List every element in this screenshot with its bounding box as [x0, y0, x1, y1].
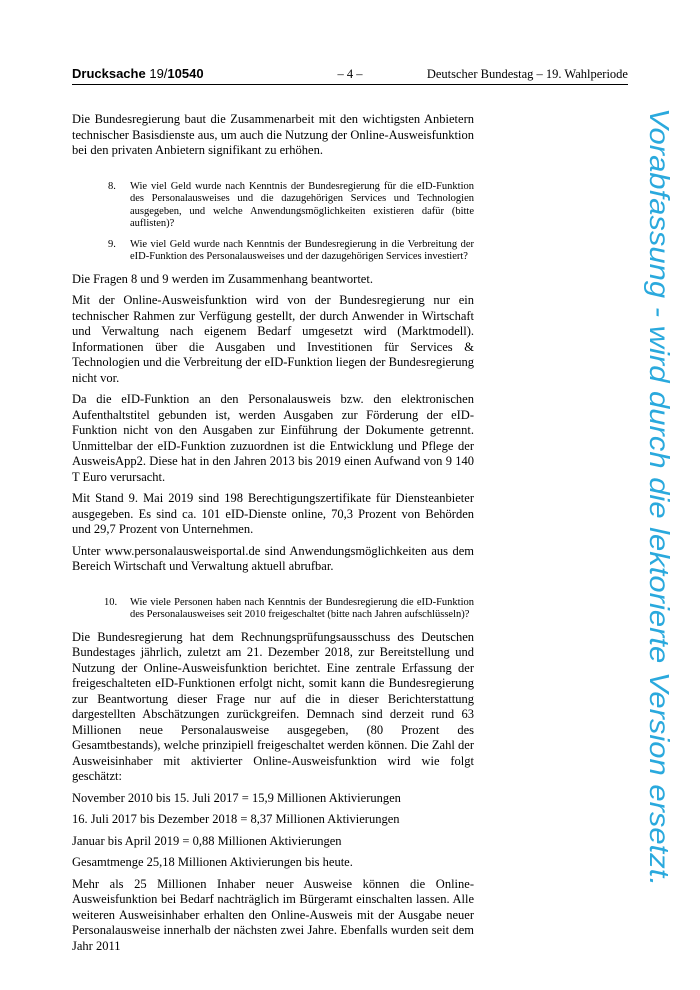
- drucksache-number-prefix: 19/: [149, 66, 168, 81]
- intro-paragraph: Die Bundesregierung baut die Zusammenarbeit mit den wichtigsten Anbietern technischer Basisdienste aus, um auch die Nutzung der Online-Ausweisfunktion bei den privaten Anbietern signifikant zu erhöhen.: [72, 112, 474, 157]
- answer-paragraph: Mit Stand 9. Mai 2019 sind 198 Berechtigungszertifikate für Diensteanbieter ausgegeben. Es sind ca. 101 eID-Dienste online, 70,3 Prozent von Behörden und 29,7 Prozent von Unternehmen.: [72, 491, 474, 536]
- spacer: [72, 581, 474, 597]
- drucksache-label: Drucksache: [72, 66, 146, 81]
- watermark-text: Vorabfassung - wird durch die lektorierte Version ersetzt.: [644, 108, 675, 811]
- question-9: [72, 239, 474, 264]
- header-rule: [72, 84, 628, 85]
- question-text: Wie viel Geld wurde nach Kenntnis der Bundesregierung für die eID-Funktion des Personalausweises und die dazugehörigen Services und Technologien ausgegeben, und welche Anwendungsmöglichkeiten existieren dafür (bitte auflisten)?: [130, 180, 474, 229]
- question-10: [72, 597, 474, 622]
- statistic-line: 16. Juli 2017 bis Dezember 2018 = 8,37 Millionen Aktivierungen: [72, 812, 400, 826]
- publisher: Deutscher Bundestag – 19. Wahlperiode: [426, 67, 628, 81]
- draft-watermark: [640, 108, 680, 888]
- page-number: – 4 –: [337, 67, 363, 81]
- question-number: 8.: [108, 180, 116, 192]
- question-text: Wie viele Personen haben nach Kenntnis der Bundesregierung die eID-Funktion des Personalausweises seit 2010 freigeschaltet (bitte nach Jahren aufschlüsseln)?: [130, 596, 474, 620]
- answer-paragraph: Die Bundesregierung hat dem Rechnungsprüfungsausschuss des Deutschen Bundestages jährlich, zuletzt am 21. Dezember 2018, zur Bereitstellung und Nutzung der Online-Ausweisfunktion berichtet. Eine zentrale Erfassung der freigeschalteten eID-Funktionen erfolgt nicht, somit kann die Bundesregierung zur Beantwortung dieser Frage nur auf die in dieser Berichterstattung dargestellten Abschätzungen zurückgreifen. Demnach sind derzeit rund 63 Millionen neue Personalausweise ausgegeben, (80 Prozent des Gesamtbestands), welche prinzipiell freigeschaltet werden können. Die Zahl der Ausweisinhaber mit aktivierter Online-Ausweisfunktion wird wie folgt geschätzt:: [72, 629, 474, 783]
- answer-paragraph: Mit der Online-Ausweisfunktion wird von der Bundesregierung nur ein technischer Rahmen zur Verfügung gestellt, der durch Anwender in Wirtschaft und Verwaltung nach eigenem Bedarf umgesetzt wird (Marktmodell). Informationen über die Ausgaben und Investitionen für Services & Technologien und die Verbreitung der eID-Funktion liegen der Bundesregierung nicht vor.: [72, 293, 474, 385]
- question-text: Wie viel Geld wurde nach Kenntnis der Bundesregierung in die Verbreitung der eID-Funktion des Personalausweises und der dazugehörigen Services investiert?: [130, 238, 474, 262]
- statistic-total: Gesamtmenge 25,18 Millionen Aktivierungen bis heute.: [72, 855, 353, 869]
- statistic-line: November 2010 bis 15. Juli 2017 = 15,9 Millionen Aktivierungen: [72, 790, 401, 805]
- drucksache-number: 10540: [167, 66, 204, 81]
- answer-paragraph: Die Fragen 8 und 9 werden im Zusammenhang beantwortet.: [72, 271, 373, 286]
- page-header: [72, 66, 628, 86]
- drucksache-reference: [72, 66, 204, 81]
- answer-paragraph: Unter www.personalausweisportal.de sind Anwendungsmöglichkeiten aus dem Bereich Wirtschaft und Verwaltung aktuell abrufbar.: [72, 543, 474, 573]
- question-8: [72, 181, 474, 231]
- answer-paragraph: Da die eID-Funktion an den Personalausweis bzw. den elektronischen Aufenthaltstitel gebunden ist, werden Ausgaben zur Förderung der eID-Funktion nicht von den Ausgaben zur Einführung der Dokumente getrennt. Unmittelbar der eID-Funktion zuzuordnen ist die Entwicklung und Pflege der AusweisApp2. Diese hat in den Jahren 2013 bis 2019 einen Aufwand von 9 140 T Euro verursacht.: [72, 392, 474, 484]
- statistic-line: Januar bis April 2019 = 0,88 Millionen Aktivierungen: [72, 833, 342, 848]
- document-body: [72, 112, 474, 960]
- question-number: 9.: [108, 238, 116, 250]
- spacer: [72, 165, 474, 181]
- answer-paragraph: Mehr als 25 Millionen Inhaber neuer Ausweise können die Online-Ausweisfunktion bei Bedarf nachträglich im Bürgeramt einschalten lassen. Alle weiteren Ausweisinhaber erhalten den Online-Ausweis mit der Ausgabe neuer Personalausweise innerhalb der nächsten zwei Jahre. Ebenfalls wurden seit dem Jahr 2011: [72, 876, 474, 953]
- question-number: 10.: [104, 596, 118, 608]
